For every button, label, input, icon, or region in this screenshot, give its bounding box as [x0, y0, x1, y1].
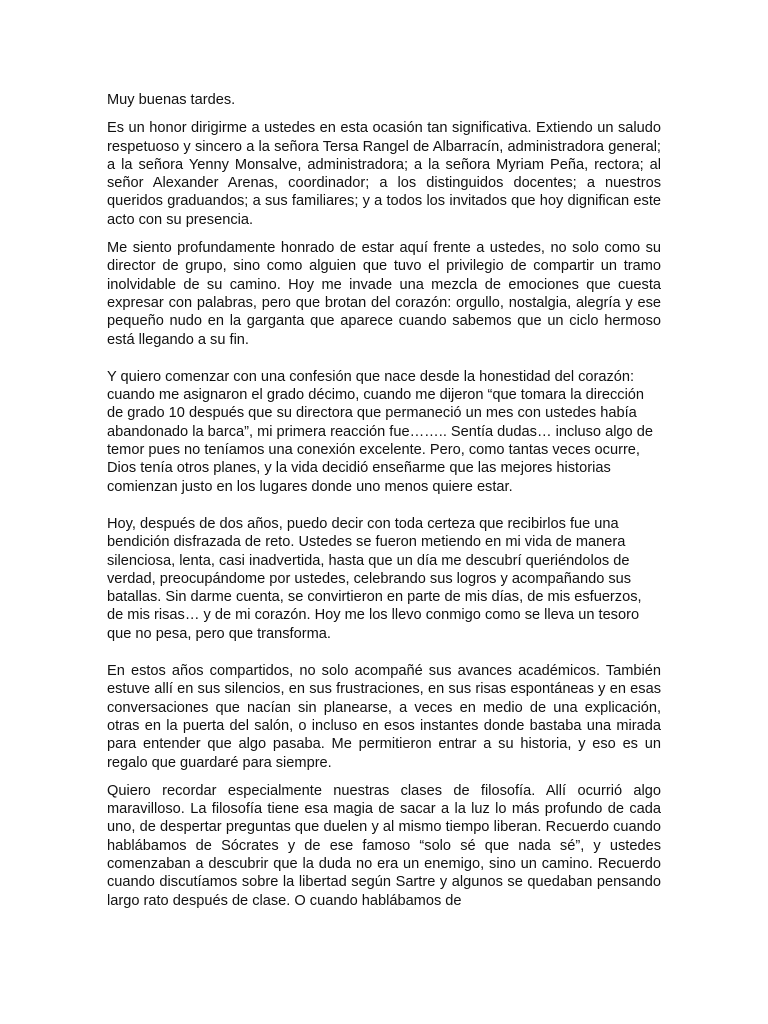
shared-years-paragraph: En estos años compartidos, no solo acompañé sus avances académicos. También estuve allí en sus silencios, en sus frustraciones, en sus risas espontáneas y en esas conversaciones que nacían sin planearse, a veces en medio de una explicación, otras en la puerta del salón, o incluso en esos instantes donde bastaba una mirada para entender que algo pasaba. Me permitieron entrar a su historia, y eso es un regalo que guardaré para siempre. [107, 663, 661, 771]
document-page [107, 91, 661, 910]
blessing-paragraph: Hoy, después de dos años, puedo decir con toda certeza que recibirlos fue una bendición disfrazada de reto. Ustedes se fueron metiendo en mi vida de manera silenciosa, lenta, casi inadvertida, hasta que un día me descubrí queriéndolos de verdad, preocupándome por ustedes, celebrando sus logros y acompañando sus batallas. Sin darme cuenta, se convirtieron en parte de mis días, de mis esfuerzos, de mis risas… y de mi corazón. Hoy me los llevo conmigo como se lleva un tesoro que no pesa, pero que transforma. [107, 515, 642, 642]
salutation-paragraph: Es un honor dirigirme a ustedes en esta ocasión tan significativa. Extiendo un saludo respetuoso y sincero a la señora Tersa Rangel de Albarracín, administradora general; a la señora Yenny Monsalve, administradora; a la señora Myriam Peña, rectora; al señor Alexander Arenas, coordinador; a los distinguidos docentes; a nuestros queridos graduandos; a sus familiares; y a todos los invitados que hoy dignifican este acto con su presencia. [107, 120, 661, 228]
greeting-paragraph: Muy buenas tardes. [107, 92, 236, 108]
confession-paragraph: Y quiero comenzar con una confesión que nace desde la honestidad del corazón: cuando me asignaron el grado décimo, cuando me dijeron “que tomara la dirección de grado 10 después que su directora que permaneció un mes con ustedes había abandonado la barca”, mi primera reacción fue…….. Sentía dudas… incluso algo de temor pues no teníamos una conexión excelente. Pero, como tantas veces ocurre, Dios tenía otros planes, y la vida decidió enseñarme que las mejores historias comienzan justo en los lugares donde uno menos quiere estar. [107, 368, 653, 495]
philosophy-paragraph: Quiero recordar especialmente nuestras clases de filosofía. Allí ocurrió algo maravilloso. La filosofía tiene esa magia de sacar a la luz lo más profundo de cada uno, de despertar preguntas que duelen y al mismo tiempo liberan. Recuerdo cuando hablábamos de Sócrates y de ese famoso “solo sé que nada sé”, y ustedes comenzaban a descubrir que la duda no era un enemigo, sino un camino. Recuerdo cuando discutíamos sobre la libertad según Sartre y algunos se quedaban pensando largo rato después de clase. O cuando hablábamos de [107, 782, 661, 909]
honor-paragraph: Me siento profundamente honrado de estar aquí frente a ustedes, no solo como su director de grupo, sino como alguien que tuvo el privilegio de compartir un tramo inolvidable de su camino. Hoy me invade una mezcla de emociones que cuesta expresar con palabras, pero que brotan del corazón: orgullo, nostalgia, alegría y ese pequeño nudo en la garganta que aparece cuando sabemos que un ciclo hermoso está llegando a su fin. [107, 240, 661, 348]
